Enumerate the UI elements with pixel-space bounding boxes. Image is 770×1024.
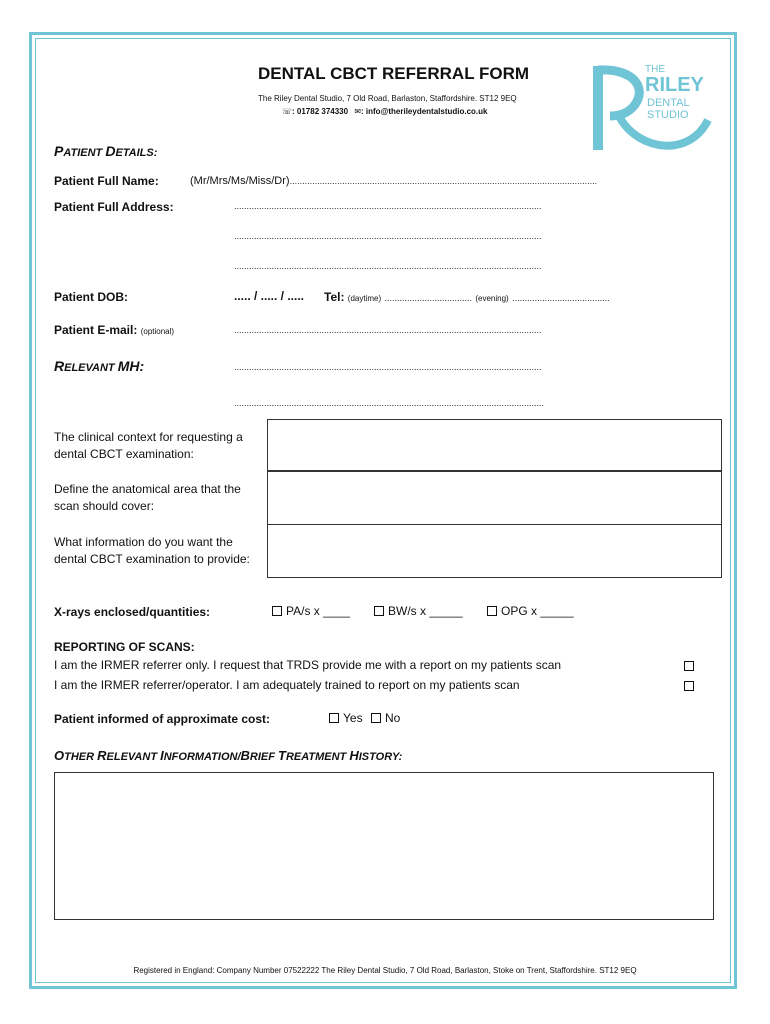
opg-checkbox[interactable]: OPG x _____ — [487, 604, 574, 618]
footer-registration: Registered in England: Company Number 07522222 The Riley Dental Studio, 7 Old Road, Barlaston, Stoke on Trent, Staffordshire. ST12 9EQ — [133, 966, 637, 975]
email-address: : info@therileydentalstudio.co.uk — [361, 107, 488, 116]
address-line-3[interactable]: ........................................................................................................................... — [234, 261, 542, 271]
other-info-heading: OTHER RELEVANT INFORMATION/BRIEF TREATMENT HISTORY: — [54, 748, 403, 763]
checkbox-icon — [272, 606, 282, 616]
envelope-icon: ✉ — [354, 107, 362, 116]
address-line-2[interactable]: ........................................................................................................................... — [234, 231, 542, 241]
dob-field[interactable]: ..... / ..... / ..... — [234, 289, 305, 303]
cost-label: Patient informed of approximate cost: — [54, 712, 271, 726]
reporting-heading: REPORTING OF SCANS: — [54, 640, 195, 654]
logo-studio-text: STUDIO — [647, 109, 689, 121]
patient-dob-label: Patient DOB: — [54, 290, 129, 304]
checkbox-icon — [487, 606, 497, 616]
mh-line-1[interactable]: ........................................................................................................................... — [234, 362, 542, 372]
reporting-option-1-checkbox[interactable] — [684, 657, 698, 675]
mh-line-2[interactable]: ............................................................................................................................ — [234, 398, 545, 408]
form-title: DENTAL CBCT REFERRAL FORM — [258, 64, 530, 83]
anatomical-area-box[interactable] — [267, 471, 722, 525]
xrays-label: X-rays enclosed/quantities: — [54, 605, 211, 619]
phone-icon: ☏ — [282, 107, 293, 116]
patient-address-label: Patient Full Address: — [54, 200, 174, 214]
pa-checkbox[interactable]: PA/s x ____ — [272, 604, 350, 618]
anatomical-area-question: Define the anatomical area that the scan should cover: — [54, 482, 241, 513]
tel-field[interactable]: Tel: (daytime) ................................... (evening) ....................................... — [324, 290, 610, 304]
patient-name-field[interactable]: (Mr/Mrs/Ms/Miss/Dr)........................................................................................................................... — [190, 175, 598, 187]
checkbox-icon — [329, 713, 339, 723]
patient-name-label: Patient Full Name: — [54, 174, 159, 188]
email-field[interactable]: ........................................................................................................................... — [234, 325, 542, 335]
cost-no-checkbox[interactable]: No — [371, 711, 400, 725]
reporting-option-1-label: I am the IRMER referrer only. I request that TRDS provide me with a report on my patients scan — [54, 658, 562, 672]
checkbox-icon — [374, 606, 384, 616]
studio-address: The Riley Dental Studio, 7 Old Road, Barlaston, Staffordshire. ST12 9EQ — [258, 94, 517, 103]
logo-riley-text: RILEY — [645, 74, 704, 96]
information-question: What information do you want the dental CBCT examination to provide: — [54, 535, 250, 566]
checkbox-icon — [371, 713, 381, 723]
contact-line — [282, 107, 488, 116]
other-info-box[interactable] — [54, 772, 714, 920]
clinical-context-box[interactable] — [267, 419, 722, 471]
bw-checkbox[interactable]: BW/s x _____ — [374, 604, 463, 618]
reporting-option-2-checkbox[interactable] — [684, 677, 698, 695]
checkbox-icon — [684, 661, 694, 671]
riley-dental-logo — [590, 62, 715, 154]
checkbox-icon — [684, 681, 694, 691]
relevant-mh-heading: RELEVANT MH: — [54, 358, 145, 374]
patient-details-heading: PATIENT DETAILS: — [54, 143, 158, 159]
title-hint: (Mr/Mrs/Ms/Miss/Dr) — [190, 175, 290, 187]
reporting-option-2-label: I am the IRMER referrer/operator. I am adequately trained to report on my patients scan — [54, 678, 520, 692]
patient-email-label: Patient E-mail: (optional) — [54, 323, 175, 337]
clinical-context-question: The clinical context for requesting a dental CBCT examination: — [54, 430, 243, 461]
cost-yes-checkbox[interactable]: Yes — [329, 711, 363, 725]
phone-number: : 01782 374330 — [292, 107, 349, 116]
information-box[interactable] — [267, 524, 722, 578]
logo-the-text: THE — [645, 64, 665, 75]
address-line-1[interactable]: ........................................................................................................................... — [234, 201, 542, 211]
logo-dental-text: DENTAL — [647, 97, 690, 109]
